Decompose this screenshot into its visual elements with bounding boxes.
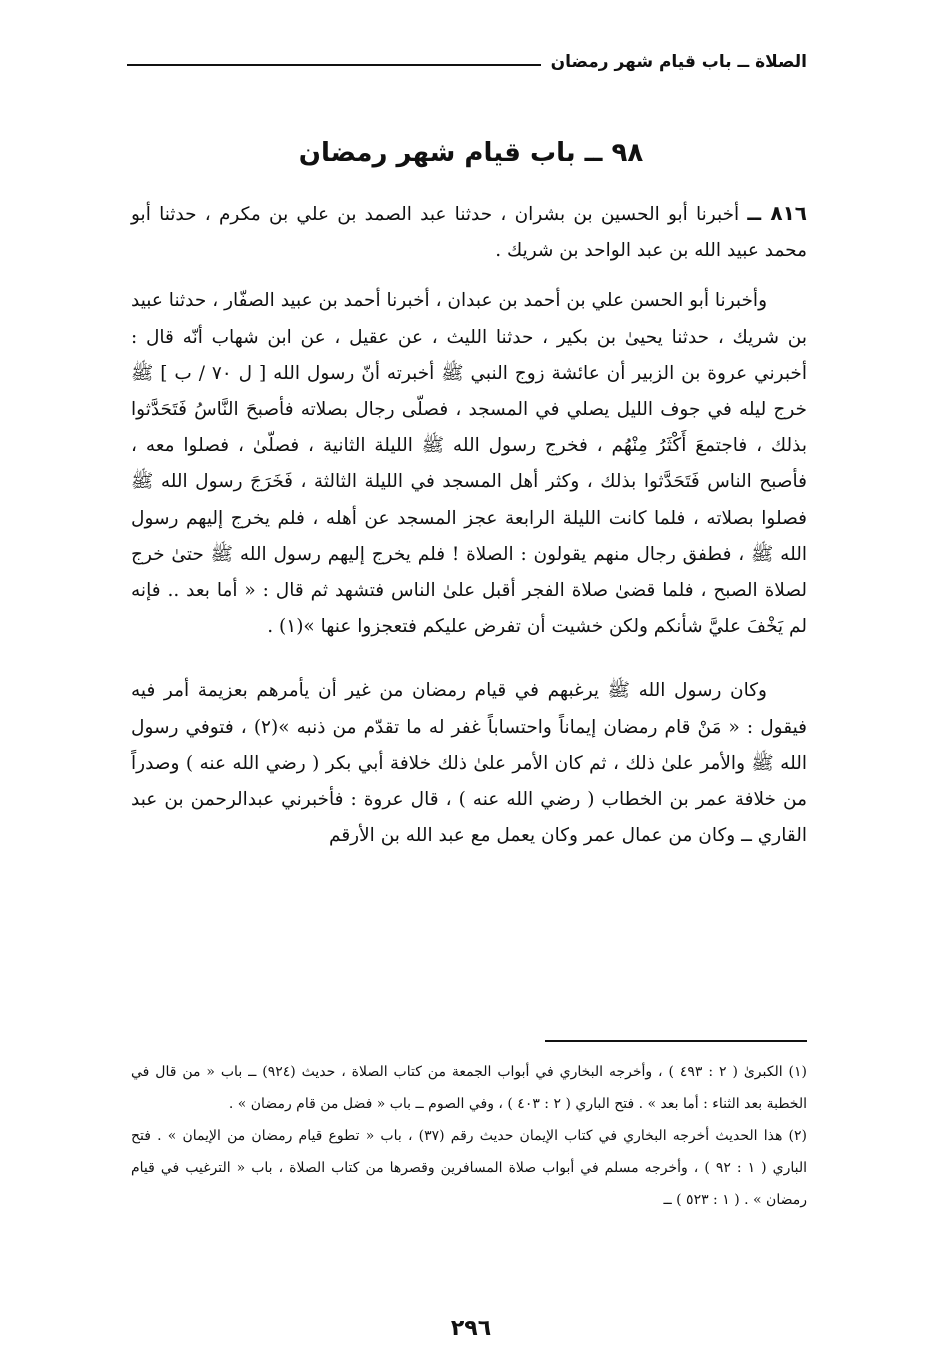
footnote-1: (١) الكبرىٰ ( ٢ : ٤٩٣ ) ، وأخرجه البخاري في أبواب الجمعة من كتاب الصلاة ، حديث (٩٢٤) ــ باب « من قال في الخطبة بعد الثناء : أما بعد » . فتح الباري ( ٢ : ٤٠٣ ) ، وفي الصوم ــ باب « فضل من قام رمضان » . — [131, 1064, 807, 1112]
header-rule — [127, 64, 541, 66]
hadith-paragraph-2: وأخبرنا أبو الحسن علي بن أحمد بن عبدان ، أخبرنا أحمد بن عبيد الصفّار ، حدثنا عبيد بن شريك ، حدثنا يحيىٰ بن بكير ، حدثنا الليث ، عن عقيل ، عن ابن شهاب أنّه قال : أخبرني عروة بن الزبير أن عائشة زوج النبي ﷺ أخبرته أنّ رسول الله [ ل ٧٠ / ب ] ﷺ خرج ليله في جوف الليل يصلي في المسجد ، فصلّى رجال بصلاته فأصبحَ النَّاسُ فَتَحَدَّثوا بذلك ، فاجتمعَ أَكْثَرُ مِنْهُم ، فخرج رسول الله ﷺ الليلة الثانية ، فصلّىٰ ، فصلوا معه ، فأصبح الناس فَتَحَدَّثوا بذلك ، وكثر أهل المسجد في الليلة الثالثة ، فَخَرَجَ رسول الله ﷺ فصلوا بصلاته ، فلما كانت الليلة الرابعة عجز المسجد عن أهله ، فلم يخرج إليهم رسول الله ﷺ ، فطفق رجال منهم يقولون : الصلاة ! فلم يخرج إليهم رسول الله ﷺ حتىٰ خرج لصلاة الصبح ، فلما قضىٰ صلاة الفجر أقبل علىٰ الناس فتشهد ثم قال : « أما بعد .. فإنه لم يَخْفَ عليَّ شأنكم ولكن خشيت أن تفرض عليكم فتعجزوا عنها »(١) . — [131, 290, 807, 638]
footnote-rule — [545, 1040, 807, 1042]
main-text — [131, 195, 807, 854]
footnotes — [131, 1056, 807, 1216]
paragraph-1-text: أخبرنا أبو الحسين بن بشران ، حدثنا عبد الصمد بن علي بن مكرم ، حدثنا أبو محمد عبيد الله بن عبد الواحد بن شريك . — [131, 204, 807, 262]
hadith-number: ٨١٦ ــ — [747, 201, 807, 225]
running-title: الصلاة ــ باب قيام شهر رمضان — [550, 52, 807, 72]
page-number: ٢٩٦ — [450, 1316, 492, 1341]
running-header — [127, 52, 807, 72]
footnote-2: (٢) هذا الحديث أخرجه البخاري في كتاب الإيمان حديث رقم (٣٧) ، باب « تطوع قيام رمضان من الإيمان » . فتح الباري ( ١ : ٩٢ ) ، وأخرجه مسلم في أبواب صلاة المسافرين وقصرها من كتاب الصلاة ، باب « الترغيب في قيام رمضان » . ( ١ : ٥٢٣ ) ــ — [131, 1128, 807, 1208]
chapter-title: ٩٨ ــ باب قيام شهر رمضان — [298, 138, 644, 168]
hadith-paragraph-1 — [131, 195, 807, 269]
hadith-paragraph-3: وكان رسول الله ﷺ يرغبهم في قيام رمضان من غير أن يأمرهم بعزيمة أمر فيه فيقول : « مَنْ قام رمضان إيماناً واحتساباً غفر له ما تقدّم من ذنبه »(٢) ، فتوفي رسول الله ﷺ والأمر علىٰ ذلك ، ثم كان الأمر علىٰ ذلك خلافة أبي بكر ( رضي الله عنه ) وصدراً من خلافة عمر بن الخطاب ( رضي الله عنه ) ، قال عروة : فأخبرني عبدالرحمن بن عبد القاري ــ وكان من عمال عمر وكان يعمل مع عبد الله بن الأرقم — [131, 680, 807, 847]
